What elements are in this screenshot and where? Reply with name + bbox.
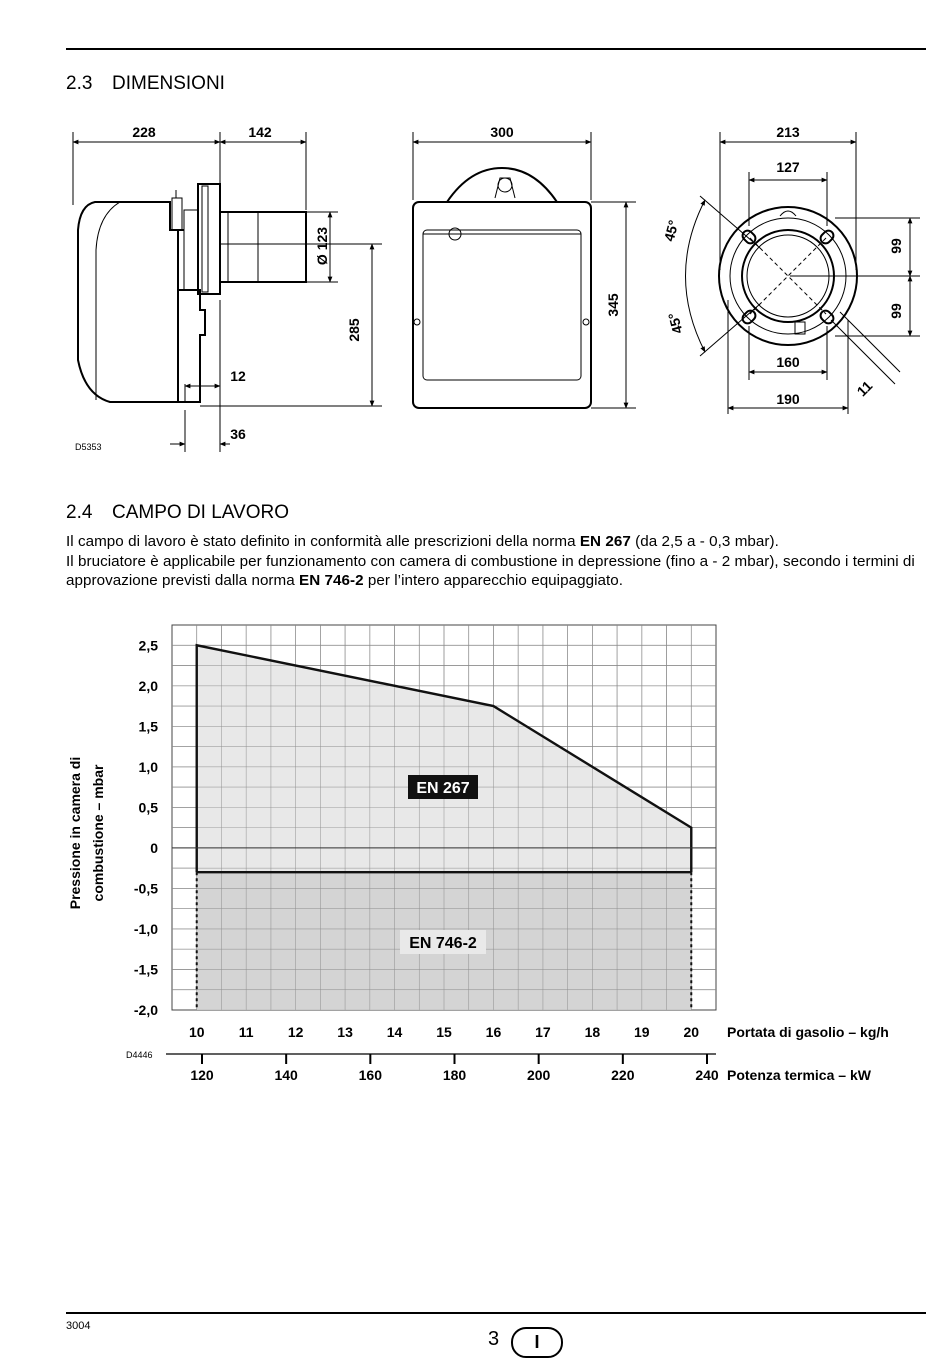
flange-view (686, 132, 921, 414)
dim-142: 142 (248, 124, 272, 140)
drawing-code-d4446: D4446 (126, 1050, 153, 1060)
working-range-text (66, 532, 946, 591)
y-tick-label: -0,5 (133, 880, 158, 897)
section-2-4-heading (66, 502, 289, 524)
norm-en-267: EN 267 (579, 533, 631, 550)
dim-12: 12 (230, 368, 246, 384)
y-tick-label: 0,5 (138, 799, 158, 816)
x-tick-label: 13 (337, 1024, 353, 1040)
section-title: DIMENSIONI (112, 73, 225, 94)
y-axis-label-line2: combustione – mbar (90, 764, 106, 902)
series-label-en-267: EN 267 (416, 780, 470, 797)
x2-tick-label: 120 (190, 1067, 214, 1083)
x-axis-label: Portata di gasolio – kg/h (727, 1024, 889, 1040)
dimension-drawings (0, 110, 950, 460)
dim-127: 127 (776, 159, 800, 175)
paragraph-1 (66, 532, 946, 552)
x2-axis-label: Potenza termica – kW (727, 1067, 871, 1083)
x2-tick-label: 220 (611, 1067, 635, 1083)
dim-36: 36 (230, 426, 246, 442)
dim-345: 345 (605, 293, 621, 317)
dim-228: 228 (132, 124, 156, 140)
x2-tick-label: 180 (442, 1067, 467, 1083)
section-title: CAMPO DI LAVORO (112, 502, 290, 523)
x-tick-label: 14 (386, 1024, 403, 1040)
y-axis-label-line1: Pressione in camera di (67, 756, 83, 910)
x-tick-label: 16 (485, 1024, 502, 1040)
dim-11: 11 (853, 377, 876, 400)
working-range-chart (0, 600, 950, 1100)
top-rule (66, 48, 926, 50)
x2-tick-label: 200 (526, 1067, 551, 1083)
x-tick-label: 19 (634, 1024, 650, 1040)
dim-300: 300 (490, 124, 514, 140)
y-tick-label: 1,5 (138, 718, 158, 735)
y-tick-label: -1,0 (133, 920, 158, 937)
x2-tick-label: 160 (358, 1067, 383, 1083)
text-run: Il campo di lavoro è stato definito in conformità alle prescrizioni della norma (66, 533, 580, 550)
language-badge: I (511, 1327, 563, 1358)
y-tick-label: 0 (150, 839, 158, 856)
dim-99-top: 99 (888, 238, 904, 254)
x-tick-label: 15 (436, 1024, 452, 1040)
side-view (73, 132, 382, 452)
x-tick-label: 20 (683, 1024, 700, 1040)
bottom-rule (66, 1312, 926, 1314)
dim-99-bottom: 99 (888, 303, 904, 319)
y-tick-label: 1,0 (138, 758, 158, 775)
dim-213: 213 (776, 124, 800, 140)
series-label-en-746-2: EN 746-2 (409, 935, 477, 952)
text-run: Il bruciatore è applicabile per funzionamento con camera di combustione in depressione (fino a - 2 mbar), secondo i termini di approvazione previsti dalla norma (66, 552, 915, 589)
x2-tick-label: 240 (695, 1067, 719, 1083)
section-number: 2.4 (66, 502, 93, 523)
dim-angle-top: 45° (660, 218, 682, 244)
paragraph-2 (66, 552, 946, 591)
section-2-3-heading (66, 73, 225, 95)
y-tick-label: 2,0 (138, 677, 158, 694)
front-view (413, 132, 636, 408)
x2-tick-label: 140 (274, 1067, 298, 1083)
y-tick-label: -1,5 (133, 961, 158, 978)
dim-285: 285 (346, 318, 362, 342)
page-number: 3 (488, 1328, 500, 1350)
norm-en-746-2: EN 746-2 (299, 572, 364, 589)
text-run: (da 2,5 a - 0,3 mbar). (630, 533, 779, 550)
dim-160: 160 (776, 354, 800, 370)
text-run: per l’intero apparecchio equipaggiato. (363, 572, 624, 589)
x-tick-label: 11 (238, 1024, 254, 1040)
dim-190: 190 (776, 391, 800, 407)
x-tick-label: 12 (287, 1024, 304, 1040)
y-tick-label: 2,5 (138, 637, 158, 654)
x-tick-label: 10 (188, 1024, 205, 1040)
dim-diameter-123: Ø 123 (314, 226, 330, 266)
doc-code: 3004 (66, 1320, 91, 1332)
section-number: 2.3 (66, 73, 93, 94)
dim-angle-bottom: 45° (664, 310, 686, 336)
drawing-code-d5353: D5353 (75, 442, 102, 452)
x-tick-label: 17 (535, 1024, 551, 1040)
y-tick-label: -2,0 (133, 1002, 158, 1018)
x-tick-label: 18 (584, 1024, 601, 1040)
